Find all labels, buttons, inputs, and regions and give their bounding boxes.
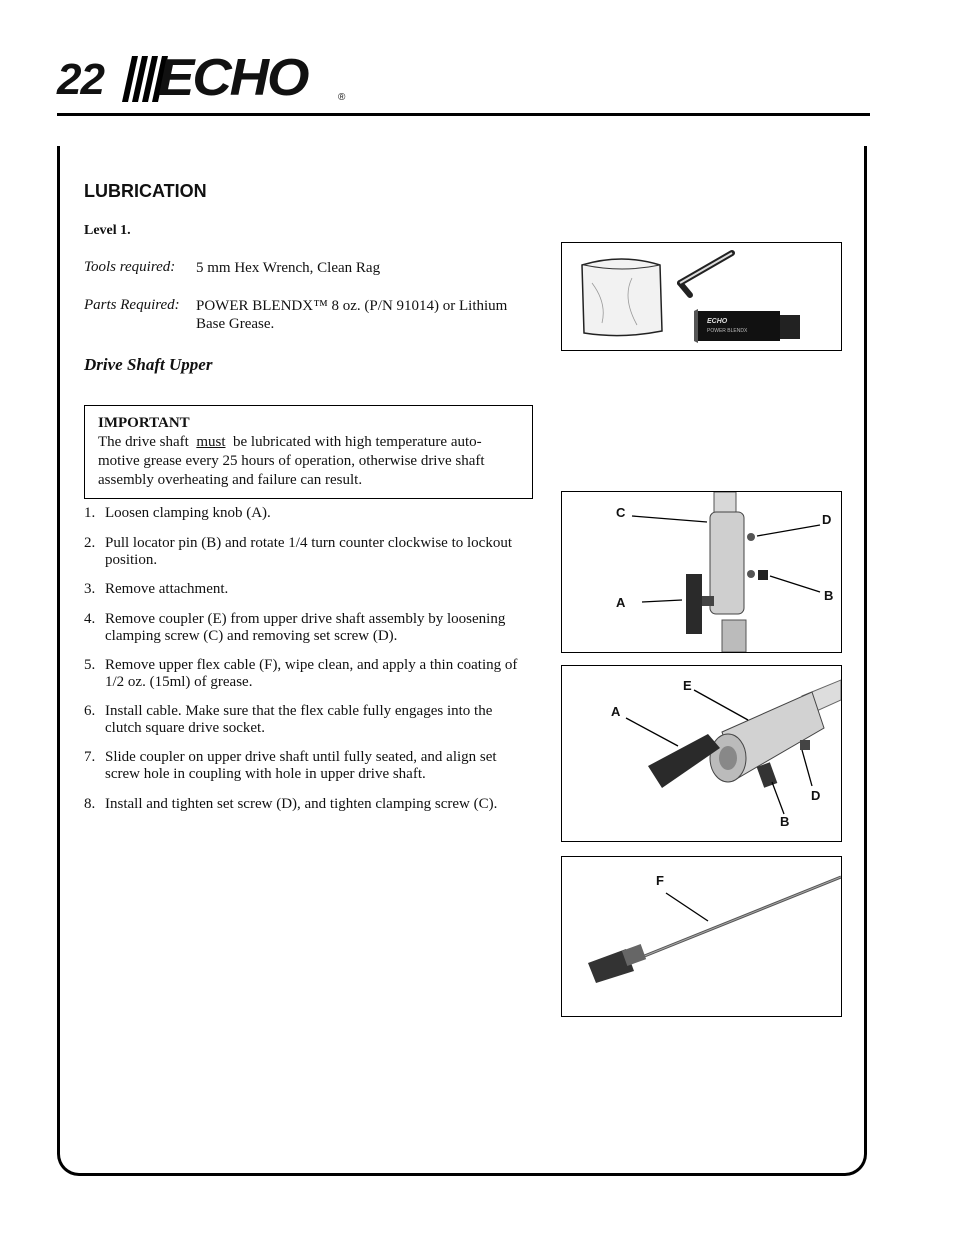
subheading: Drive Shaft Upper: [84, 355, 213, 374]
step-number: 2.: [84, 535, 96, 551]
step: [84, 657, 517, 691]
step-text: Loosen clamping knob (A).: [105, 505, 271, 521]
step-text: Remove upper flex cable (F), wipe clean, and apply a thin coating of: [105, 657, 518, 673]
registered-mark: ®: [338, 92, 346, 103]
step: [84, 796, 497, 813]
parts-label: Parts Required:: [84, 297, 180, 313]
callout-a: A: [611, 704, 621, 719]
step-text: position.: [105, 552, 158, 568]
grease-tube-label: POWER BLENDX: [707, 328, 748, 334]
important-line1: [98, 433, 519, 452]
important-line1-after: be lubricated with high temperature auto-: [233, 434, 482, 450]
coupler-figure: [561, 491, 842, 653]
step-text: Slide coupler on upper drive shaft until fully seated, and align set: [105, 749, 497, 765]
header-rule: [57, 113, 870, 116]
callout-e: E: [683, 678, 692, 693]
callout-b: B: [780, 814, 790, 829]
step-number: 3.: [84, 581, 96, 597]
coupler-detail-illustration: [562, 666, 841, 841]
grease-tube-brand: ECHO: [707, 318, 728, 325]
step-text: Pull locator pin (B) and rotate 1/4 turn counter clockwise to lockout: [105, 535, 512, 551]
coupler-illustration: [562, 492, 841, 652]
flex-cable-illustration: [562, 857, 841, 1016]
step-number: 4.: [84, 611, 96, 627]
important-line3: assembly overheating and failure can result.: [98, 472, 363, 488]
step: [84, 581, 228, 598]
parts-value: [196, 297, 507, 333]
step-number: 7.: [84, 749, 96, 765]
step-text: 1/2 oz. (15ml) of grease.: [105, 674, 253, 690]
tools-label: Tools required:: [84, 259, 176, 275]
step-text: Remove attachment.: [105, 581, 229, 597]
callout-f: F: [656, 873, 664, 888]
callout-d: D: [822, 512, 832, 527]
step-number: 6.: [84, 703, 96, 719]
callout-b: B: [824, 588, 834, 603]
important-notice: [84, 405, 533, 499]
parts-value-line2: Base Grease.: [196, 316, 275, 332]
step: [84, 703, 492, 737]
tools-value: 5 mm Hex Wrench, Clean Rag: [196, 260, 381, 276]
echo-logo: [118, 49, 354, 107]
step-number: 1.: [84, 505, 96, 521]
step-number: 5.: [84, 657, 96, 673]
step-text: Remove coupler (E) from upper drive shaft assembly by loosening: [105, 611, 506, 627]
step-text: Install cable. Make sure that the flex cable fully engages into the: [105, 703, 493, 719]
step-text: Install and tighten set screw (D), and tighten clamping screw (C).: [105, 796, 498, 812]
coupler-detail-figure: [561, 665, 842, 842]
step-text: clamping screw (C) and removing set screw (D).: [105, 628, 398, 644]
important-line2: motive grease every 25 hours of operation, otherwise drive shaft: [98, 453, 485, 469]
page-number: 22: [57, 55, 104, 104]
important-line1-before: The drive shaft: [98, 434, 189, 450]
step-text: screw hole in coupling with hole in upper drive shaft.: [105, 766, 426, 782]
important-title: IMPORTANT: [98, 415, 190, 431]
logo-wordmark: ECHO: [158, 49, 308, 107]
step: [84, 535, 512, 569]
tools-figure: [561, 242, 842, 351]
callout-a: A: [616, 595, 626, 610]
important-emphasis: must: [196, 434, 226, 450]
step: [84, 611, 505, 645]
parts-value-line1: POWER BLENDX™ 8 oz. (P/N 91014) or Lithium: [196, 298, 508, 314]
step: [84, 505, 271, 522]
level-label: Level 1.: [84, 223, 131, 238]
step-number: 8.: [84, 796, 96, 812]
step-text: clutch square drive socket.: [105, 720, 265, 736]
section-title: LUBRICATION: [84, 181, 207, 201]
step: [84, 749, 497, 783]
tools-illustration: [562, 243, 841, 350]
flex-cable-figure: [561, 856, 842, 1017]
callout-c: C: [616, 505, 626, 520]
callout-d: D: [811, 788, 821, 803]
